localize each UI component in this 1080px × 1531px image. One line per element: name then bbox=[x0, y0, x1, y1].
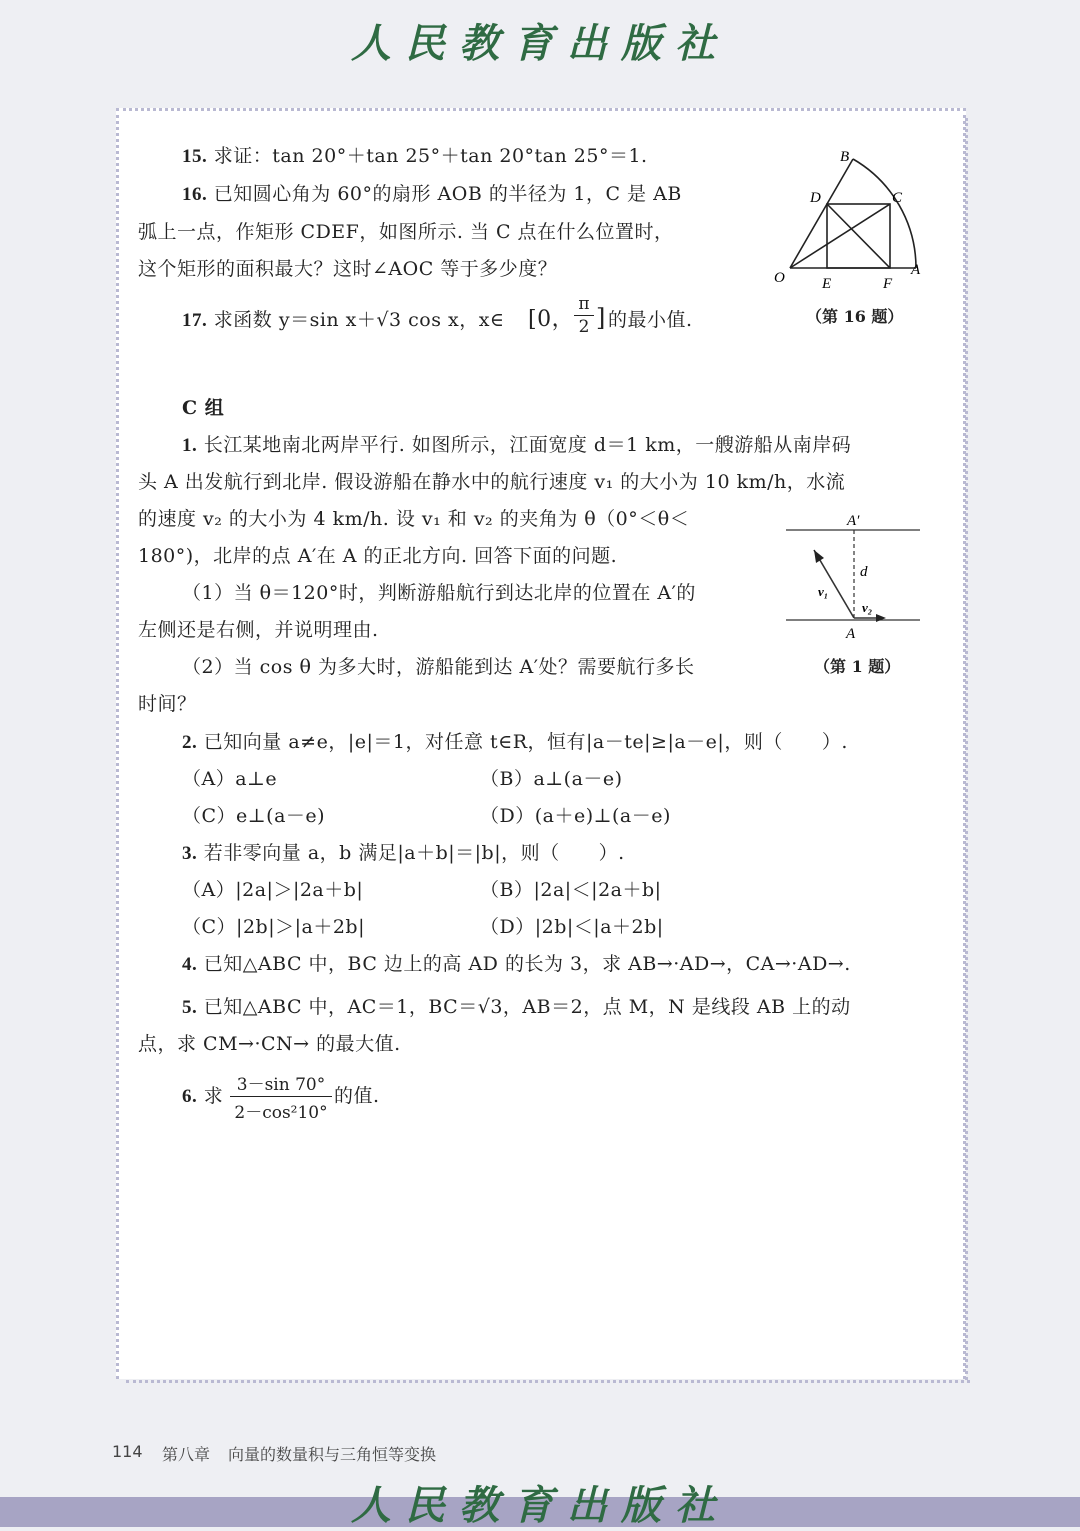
c3-option-c: （C）|2b|＞|a＋2b| bbox=[182, 916, 365, 938]
c1-line2: 头 A 出发航行到北岸. 假设游船在静水中的航行速度 v₁ 的大小为 10 km/h，水流 bbox=[138, 471, 846, 493]
problem-16-line1 bbox=[182, 182, 682, 207]
problem-number: 3. bbox=[182, 843, 198, 864]
c6-fraction bbox=[230, 1070, 332, 1123]
problem-number: 6. bbox=[182, 1086, 198, 1107]
c1-line3: 的速度 v₂ 的大小为 4 km/h. 设 v₁ 和 v₂ 的夹角为 θ（0°＜θ＜ bbox=[138, 508, 690, 530]
label-D: D bbox=[810, 190, 821, 206]
label-B: B bbox=[840, 149, 850, 165]
c6-suffix: 的值. bbox=[334, 1085, 380, 1107]
publisher-logo-bottom: 人民教育出版社 bbox=[351, 1482, 729, 1529]
fraction-denominator: 2－cos²10° bbox=[234, 1103, 328, 1123]
problem-number: 1. bbox=[182, 435, 198, 456]
c1-sub2-line1: （2）当 cos θ 为多大时，游船能到达 A′处？需要航行多长 bbox=[182, 656, 695, 678]
problem-16-line3: 这个矩形的面积最大？这时∠AOC 等于多少度？ bbox=[138, 258, 558, 280]
problem-text: 已知△ABC 中，AC＝1，BC＝√3，AB＝2，点 M，N 是线段 AB 上的动 bbox=[203, 996, 851, 1018]
v1-arrowhead bbox=[814, 550, 824, 563]
label-A: A bbox=[911, 262, 921, 278]
c1-sub1-line2: 左侧还是右侧，并说明理由. bbox=[138, 619, 379, 641]
problem-text: 求证：tan 20°＋tan 25°＋tan 20°tan 25°＝1. bbox=[213, 145, 648, 167]
fraction-denominator: 2 bbox=[578, 317, 590, 337]
c1-line1 bbox=[182, 433, 851, 458]
c3-option-a: （A）|2a|＞|2a＋b| bbox=[182, 879, 364, 901]
v2-arrowhead bbox=[876, 614, 886, 622]
c1-sub1-line1: （1）当 θ＝120°时，判断游船航行到达北岸的位置在 A′的 bbox=[182, 582, 696, 604]
c3-option-d: （D）|2b|＜|a＋2b| bbox=[480, 916, 664, 938]
problem-text: 已知圆心角为 60°的扇形 AOB 的半径为 1，C 是 AB bbox=[213, 183, 682, 205]
group-c-heading: C 组 bbox=[182, 397, 225, 419]
problem-text: 求函数 y＝sin x＋√3 cos x，x∈ bbox=[213, 309, 505, 331]
figure-16-caption: （第 16 题） bbox=[806, 307, 904, 326]
segment-OC bbox=[790, 204, 890, 268]
c3-option-b: （B）|2a|＜|2a＋b| bbox=[480, 879, 662, 901]
figure-1-caption: （第 1 题） bbox=[814, 657, 901, 676]
segment-DF bbox=[827, 204, 890, 268]
problem-text: 已知向量 a≠e，|e|＝1，对任意 t∈R，恒有|a－te|≥|a－e|，则（ ）. bbox=[203, 731, 848, 753]
c2-option-a: （A）a⊥e bbox=[182, 768, 278, 790]
problem-number: 2. bbox=[182, 732, 198, 753]
fraction-pi-over-2 bbox=[574, 294, 594, 337]
problem-text: 已知△ABC 中，BC 边上的高 AD 的长为 3，求 AB→·AD→，CA→·AD→. bbox=[203, 953, 851, 975]
problem-number: 17. bbox=[182, 310, 208, 331]
fraction-numerator: 3－sin 70° bbox=[236, 1075, 326, 1095]
chapter-number: 第八章 bbox=[162, 1445, 211, 1464]
problem-text: 长江某地南北两岸平行. 如图所示，江面宽度 d＝1 km，一艘游船从南岸码 bbox=[203, 434, 852, 456]
label-A: A bbox=[846, 626, 856, 642]
c2-stem bbox=[182, 730, 848, 755]
c2-option-c: （C）e⊥(a－e) bbox=[182, 805, 326, 827]
problem-15 bbox=[182, 144, 648, 169]
figure-16-sector bbox=[770, 140, 930, 290]
label-E: E bbox=[822, 276, 832, 290]
problem-number: 16. bbox=[182, 184, 208, 205]
segment-OB bbox=[790, 159, 853, 268]
c1-line4: 180°)，北岸的点 A′在 A 的正北方向. 回答下面的问题. bbox=[138, 545, 618, 567]
problem-number: 15. bbox=[182, 146, 208, 167]
interval-open: [0， bbox=[528, 307, 575, 332]
label-d: d bbox=[860, 564, 868, 580]
problem-17 bbox=[182, 308, 505, 333]
figure-1-river bbox=[780, 506, 930, 646]
page-number: 114 bbox=[112, 1442, 143, 1461]
problem-text: 求 bbox=[203, 1085, 224, 1107]
c2-option-b: （B）a⊥(a－e) bbox=[480, 768, 623, 790]
label-v2: v₂ bbox=[862, 600, 873, 615]
label-A-prime: A′ bbox=[847, 513, 860, 529]
c5-line1 bbox=[182, 995, 851, 1020]
card-shadow-right bbox=[965, 118, 968, 1380]
publisher-logo-top: 人民教育出版社 bbox=[351, 20, 729, 67]
label-F: F bbox=[883, 276, 893, 290]
c6-prefix bbox=[182, 1084, 223, 1109]
c2-option-d: （D）(a＋e)⊥(a－e) bbox=[480, 805, 671, 827]
fraction-numerator: π bbox=[578, 294, 590, 314]
c5-line2: 点，求 CM→·CN→ 的最大值. bbox=[138, 1033, 401, 1055]
problem-16-line2: 弧上一点，作矩形 CDEF，如图所示. 当 C 点在什么位置时， bbox=[138, 221, 674, 243]
c4 bbox=[182, 952, 851, 977]
problem-17-suffix: 的最小值. bbox=[608, 309, 693, 331]
chapter-title: 向量的数量积与三角恒等变换 bbox=[228, 1445, 437, 1464]
problem-number: 4. bbox=[182, 954, 198, 975]
label-O: O bbox=[774, 270, 785, 286]
problem-text: 若非零向量 a，b 满足|a＋b|＝|b|，则（ ）. bbox=[203, 842, 625, 864]
c3-stem bbox=[182, 841, 625, 866]
label-C: C bbox=[892, 190, 903, 206]
interval-close: ] bbox=[596, 304, 606, 332]
arc-AB bbox=[853, 159, 916, 268]
c1-sub2-line2: 时间？ bbox=[138, 693, 197, 715]
problem-number: 5. bbox=[182, 997, 198, 1018]
card-shadow-bottom bbox=[126, 1380, 970, 1383]
label-v1: v₁ bbox=[818, 584, 829, 599]
